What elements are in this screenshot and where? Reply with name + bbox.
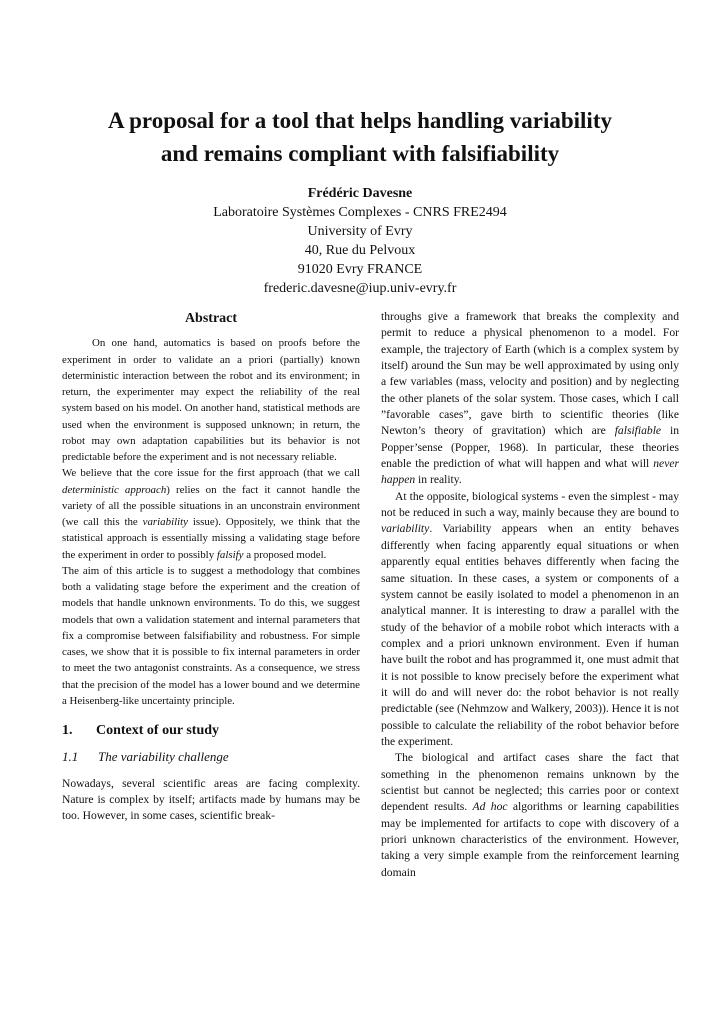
right-column xyxy=(381,309,679,881)
right-p3-text-b: algorithms or learning capabilities may be implemented for artifacts to cope with discovery of a priori unknown characteristics of the environment. However, taking a very simple example from the reinforcement learning domain xyxy=(381,800,680,879)
abstract-p2-emphasis-1: deterministic approach xyxy=(62,483,167,496)
right-paragraph-1 xyxy=(381,309,679,489)
title-line-2: and remains compliant with falsifiability xyxy=(160,141,560,166)
right-p1-text-b: in Popper’sense (Popper, 1968). In particular, these theories enable the prediction of what will happen and what will xyxy=(381,424,679,471)
left-column xyxy=(62,309,360,825)
author-street: 40, Rue du Pelvoux xyxy=(304,243,416,258)
author-block xyxy=(40,184,680,298)
abstract-p2-text-c: issue). Oppositely, we think that the statistical approach is essentially missing a validating stage before the experiment in order to possibly xyxy=(62,516,360,561)
right-p2-text-b: . Variability appears when an entity behaves differently when facing apparently equal situations or when apparently equal entities behaves differently when facing the same situation. In these cases, a system or components of a system cannot be easily isolated to model a phenomenon in an analytical manner. It is interesting to draw a parallel with the study of the behavior of a mobile robot which interacts with a complex and a priori unknown environment. Even if human have built the robot and has programmed it, one must admit that it is not possible to know precisely before the experiment what it will do and will never do: the robot behavior is not really predictable (see (Nehmzow and Walkery, 2003)). Hence it is not possible to calculate the reliability of the robot behavior before the experiment. xyxy=(381,522,679,748)
right-p1-text-a: throughs give a framework that breaks the complexity and permit to reduce a physical phenomenon to a model. For example, the trajectory of Earth (which is a complex system by itself) around the Sun may be well approximated by using only a few variables (mass, velocity and position) and by neglecting the other planets of the solar system. Those cases, which I call ”favorable cases”, gave birth to scientific theories (like Newton’s theory of gravitation) which are xyxy=(381,310,679,438)
right-p2-text-a: At the opposite, biological systems - even the simplest - may not be reduced in such a way, mainly because they are bound to xyxy=(381,489,679,520)
abstract-p2-text-b: ) relies on the fact it cannot handle the variety of all the possible situations in an unconstrain environment (we call this the xyxy=(62,483,360,529)
right-paragraph-3 xyxy=(381,750,679,881)
author-city: 91020 Evry FRANCE xyxy=(297,262,423,277)
abstract-p2-text-d: a proposed model. xyxy=(243,548,327,561)
right-p1-emphasis-1: falsifiable xyxy=(614,424,662,438)
right-p2-emphasis-1: variability xyxy=(381,522,430,536)
section-1-number: 1. xyxy=(62,723,73,739)
author-affiliation: Laboratoire Systèmes Complexes - CNRS FRE2494 xyxy=(213,205,507,220)
paper-title xyxy=(40,104,680,170)
abstract-p2-emphasis-2: variability xyxy=(142,516,189,529)
subsection-1-1-heading xyxy=(62,749,360,765)
author-email: frederic.davesne@iup.univ-evry.fr xyxy=(263,281,457,296)
subsection-1-1-title: The variability challenge xyxy=(98,749,229,765)
section-1-paragraph-1: Nowadays, several scientific areas are facing complexity. Nature is complex by itself; artifacts made by humans may be too. However, in some cases, scientific break- xyxy=(62,776,360,823)
author-name: Frédéric Davesne xyxy=(307,186,413,201)
right-p3-text-a: The biological and artifact cases share the fact that something in the phenomenon remains unknown by the scientist but cannot be neglected; this carries poor or context dependent results. xyxy=(381,751,679,814)
abstract-paragraph-2 xyxy=(62,465,360,563)
right-p1-text-c: in reality. xyxy=(415,473,462,487)
abstract-paragraph-1: On one hand, automatics is based on proofs before the experiment in order to validate an a priori (partially) known deterministic interaction between the robot and its environment; in return, the experimenter may expect the reliability of the real system based on his model. On another hand, statistical methods are used when the environment is supposed unknown; in return, the robot may own adaptation capabilities but its behavior is not predictable before the experiment and is not necessary reliable. xyxy=(62,337,360,464)
abstract-body xyxy=(62,335,360,709)
subsection-1-1-number: 1.1 xyxy=(62,749,79,765)
author-university: University of Evry xyxy=(307,224,413,239)
title-line-1: A proposal for a tool that helps handling variability xyxy=(108,108,612,133)
abstract-p2-text-a: We believe that the core issue for the first approach (that we call xyxy=(62,467,360,480)
section-1-title: Context of our study xyxy=(96,723,220,739)
section-1-heading xyxy=(62,723,360,739)
right-paragraph-2 xyxy=(381,489,679,751)
right-p3-emphasis-1: Ad hoc xyxy=(472,800,508,814)
right-p1-emphasis-2: never happen xyxy=(381,457,679,487)
abstract-heading: Abstract xyxy=(184,311,238,326)
abstract-paragraph-3: The aim of this article is to suggest a methodology that combines both a validating stage before the experiment and the creation of models that handle unknown environments. To do this, we suggest models that own a validation statement and internal parameters that fix a compromise between falsifiability and robustness. For simple cases, we show that it is possible to fix internal parameters in order to meet the two antagonist constraints. As a consequence, we stress that the precision of the model has a lower bound and we determine a Heisenberg-like uncertainty principle. xyxy=(62,564,360,707)
abstract-p2-emphasis-3: falsify xyxy=(216,548,244,561)
